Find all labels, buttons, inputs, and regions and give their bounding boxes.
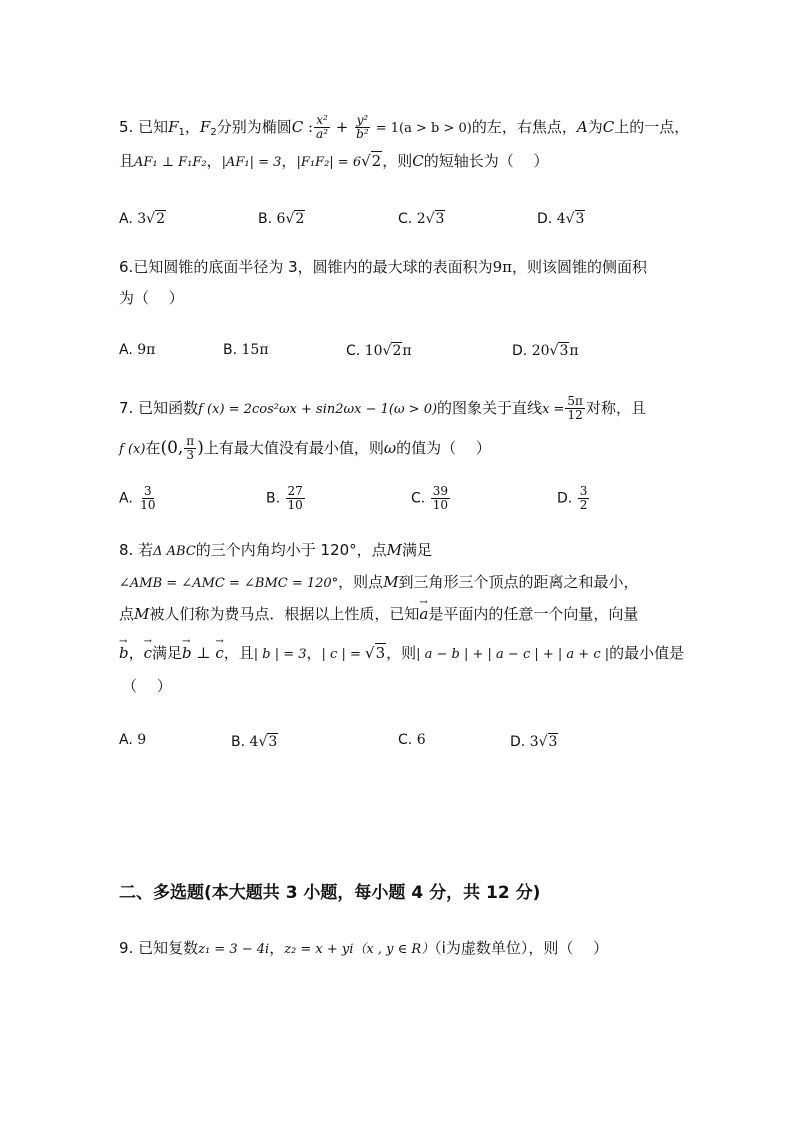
q6-number: 6. <box>119 258 134 276</box>
text: 为（ ） <box>119 289 184 307</box>
vector-b: → b <box>119 642 129 664</box>
text: 满足 <box>402 541 433 559</box>
option-label: A. <box>119 732 133 748</box>
option-label: B. <box>231 734 246 750</box>
math-area: 9π <box>492 258 513 276</box>
math-norm-c: | c | = <box>321 647 365 662</box>
radicand: 3 <box>375 644 386 662</box>
option-label: A. <box>119 211 133 227</box>
option-label: B. <box>258 211 273 227</box>
numerator: 5π <box>567 394 583 408</box>
radicand: 2 <box>371 152 382 170</box>
math-norm-b: | b | = 3 <box>253 647 307 662</box>
numerator: 39 <box>432 484 448 498</box>
text: （i为虚数单位），则（ ） <box>434 939 609 957</box>
text: 被人们称为费马点．根据以上性质，已知 <box>149 605 420 623</box>
vector-b: → b <box>182 642 192 664</box>
text: 的短轴长为（ ） <box>423 152 549 170</box>
text: 若 <box>138 541 154 559</box>
q6-line2 <box>119 287 184 309</box>
q6-option-c[interactable] <box>346 340 412 362</box>
math-function: f (x) = 2cos²ωx + sin2ωx − 1(ω > 0) <box>198 402 438 417</box>
radicand: 3 <box>435 211 445 227</box>
math-z2: z₂ = x + yi <box>284 942 354 957</box>
text: ，则点 <box>338 573 384 591</box>
q7-line2 <box>119 435 491 462</box>
text: 已知 <box>138 118 169 136</box>
option-label: C. <box>398 211 413 227</box>
q5-line1 <box>119 114 689 144</box>
option-fraction <box>578 485 590 512</box>
text: 已知函数 <box>138 399 199 417</box>
text: 上的一点， <box>614 118 690 136</box>
coef: 4 <box>249 734 259 750</box>
coef: 10 <box>364 343 383 359</box>
q8-line2 <box>119 571 639 595</box>
numerator: π <box>186 434 195 448</box>
sqrt: √3 <box>549 343 569 359</box>
option-label: D. <box>510 734 526 750</box>
denominator: 10 <box>140 498 156 512</box>
radicand: 3 <box>548 734 558 750</box>
fraction-x2-a2 <box>314 114 330 141</box>
numerator: x² <box>316 113 328 127</box>
q5-option-a[interactable] <box>119 208 166 230</box>
math-C: C <box>291 118 304 136</box>
denominator: 12 <box>567 408 583 422</box>
q7-option-b[interactable] <box>266 485 306 512</box>
option-label: C. <box>411 490 426 507</box>
text: 的左，右焦点， <box>471 118 577 136</box>
math-M: M <box>383 573 399 591</box>
q6-option-d[interactable] <box>512 340 579 362</box>
interval-close: ) <box>197 438 204 458</box>
subscript: 2 <box>210 127 217 138</box>
text: （ ） <box>122 677 172 695</box>
option-value: 9π <box>137 342 156 358</box>
math-M: M <box>386 541 403 559</box>
option-value: 6 <box>416 732 426 748</box>
q9-line1 <box>119 937 608 961</box>
q7-option-a[interactable] <box>119 485 159 512</box>
sqrt: √3 <box>425 211 445 227</box>
option-label: C. <box>346 343 361 359</box>
text: 点 <box>119 605 135 623</box>
numerator: y² <box>356 113 369 127</box>
text: 已知复数 <box>138 939 199 957</box>
text: ，则 <box>382 152 413 170</box>
coef: 2 <box>416 211 426 227</box>
q6-option-a[interactable] <box>119 339 155 361</box>
numerator: 27 <box>287 484 303 498</box>
fraction-5pi-12 <box>565 395 585 422</box>
q8-line4 <box>119 642 684 666</box>
radicand: 3 <box>575 211 585 227</box>
text: 的三个内角均小于 120°，点 <box>195 541 387 559</box>
section-heading: 二、多选题(本大题共 3 小题，每小题 4 分，共 12 分) <box>119 883 541 903</box>
option-label: A. <box>119 342 133 358</box>
interval-open: (0, <box>160 438 184 458</box>
option-label: B. <box>223 342 238 358</box>
math-z1: z₁ = 3 − 4i <box>198 942 270 957</box>
sqrt: √3 <box>365 644 386 662</box>
text: 到三角形三个顶点的距离之和最小， <box>398 573 639 591</box>
q7-line1 <box>119 395 646 422</box>
radicand: 2 <box>392 343 402 359</box>
math-x-eq: x = <box>542 402 565 417</box>
q5-option-d[interactable] <box>537 208 585 230</box>
radicand: 3 <box>268 734 278 750</box>
text: 的最小值是 <box>609 644 685 662</box>
coef: 20 <box>531 343 550 359</box>
pi: π <box>569 343 579 359</box>
math-C: C <box>602 118 615 136</box>
text: 满足 <box>152 644 183 662</box>
text: 对称，且 <box>585 399 646 417</box>
option-fraction <box>286 485 305 512</box>
denominator: 2 <box>579 498 588 512</box>
option-label: C. <box>398 732 413 748</box>
fraction-pi-3 <box>184 435 196 462</box>
q8-option-c[interactable] <box>398 729 426 751</box>
math-colon: : <box>303 118 314 136</box>
coef: 4 <box>556 211 566 227</box>
vector-a: → a <box>419 603 428 625</box>
text: ， <box>269 939 285 957</box>
coef: 3 <box>529 734 539 750</box>
sqrt: √2 <box>382 343 402 359</box>
numerator: 3 <box>144 484 152 498</box>
option-value: 15π <box>241 342 269 358</box>
sqrt: √3 <box>258 734 278 750</box>
math-angles: ∠AMB = ∠AMC = ∠BMC = 120° <box>119 576 339 591</box>
radicand: 3 <box>559 343 569 359</box>
q7-number: 7. <box>119 399 134 417</box>
text: 且 <box>119 152 135 170</box>
denominator: b² <box>356 127 369 141</box>
text: 已知圆锥的底面半径为 3，圆锥内的最大球的表面积为 <box>133 258 493 276</box>
q8-number: 8. <box>119 541 134 559</box>
text: 分别为椭圆 <box>216 118 292 136</box>
vector-c: → c <box>215 642 223 664</box>
q7-option-d[interactable] <box>557 485 590 512</box>
q6-line1 <box>119 256 647 278</box>
text: 为 <box>587 118 603 136</box>
text: ， <box>206 152 222 170</box>
coef: 3 <box>137 211 147 227</box>
text: ， <box>306 644 322 662</box>
q8-option-d[interactable] <box>510 731 558 753</box>
text: ， <box>184 118 200 136</box>
denominator: 10 <box>432 498 448 512</box>
q5-number: 5. <box>119 118 134 136</box>
option-label: D. <box>512 343 528 359</box>
text: 的值为（ ） <box>396 439 491 457</box>
text: ， <box>128 644 144 662</box>
sqrt: √2 <box>285 211 305 227</box>
numerator: 3 <box>579 484 588 498</box>
option-label: D. <box>537 211 553 227</box>
text: ， <box>281 152 297 170</box>
text: ，且 <box>223 644 254 662</box>
denominator: 3 <box>186 448 195 462</box>
math-plus: + <box>331 118 354 136</box>
q8-line5 <box>122 675 172 697</box>
q6-option-b[interactable] <box>223 339 269 361</box>
math-omega: ω <box>383 439 397 457</box>
math-perp: AF₁ ⊥ F₁F₂ <box>134 155 207 170</box>
q5-option-c[interactable] <box>398 208 445 230</box>
math-F1: F <box>168 118 179 136</box>
fraction-y2-b2 <box>354 114 371 141</box>
math-M: M <box>134 605 150 623</box>
sqrt: √3 <box>565 211 585 227</box>
q8-option-b[interactable] <box>231 731 278 753</box>
radicand: 2 <box>156 211 165 227</box>
q8-line3 <box>119 603 638 625</box>
math-triangle: Δ ABC <box>153 544 196 559</box>
math-fx: f (x) <box>119 442 146 457</box>
subscript: 1 <box>178 127 185 138</box>
math-C: C <box>412 152 424 170</box>
option-label: B. <box>266 490 281 507</box>
math-condition: （x , y ∈ R） <box>353 942 435 957</box>
sqrt: √2 <box>146 211 165 227</box>
option-fraction <box>431 485 450 512</box>
denominator: 10 <box>287 498 303 512</box>
text: 上有最大值没有最小值，则 <box>203 439 384 457</box>
q5-option-b[interactable] <box>258 208 305 230</box>
math-A: A <box>576 118 588 136</box>
text: ，则 <box>386 644 417 662</box>
math-equation: = 1(a > b > 0) <box>371 121 472 136</box>
math-af1: |AF₁| = 3 <box>221 155 282 170</box>
coef: 6 <box>276 211 286 227</box>
q9-number: 9. <box>119 939 134 957</box>
option-label: A. <box>119 490 133 507</box>
sqrt: √3 <box>538 734 558 750</box>
math-F2: F <box>199 118 211 136</box>
option-value: 9 <box>137 732 147 748</box>
option-fraction <box>138 485 157 512</box>
pi: π <box>402 343 412 359</box>
q7-option-c[interactable] <box>411 485 451 512</box>
q8-option-a[interactable] <box>119 729 146 751</box>
math-expression: | a − b | + | a − c | + | a + c | <box>416 647 610 662</box>
radicand: 2 <box>295 211 305 227</box>
text: 的图象关于直线 <box>437 399 543 417</box>
vector-c: → c <box>144 642 152 664</box>
q5-line2 <box>119 150 548 174</box>
sqrt: √2 <box>361 152 382 170</box>
perp-symbol: ⊥ <box>191 644 216 662</box>
text: ，则该圆锥的侧面积 <box>512 258 648 276</box>
text: 是平面内的任意一个向量，向量 <box>428 605 639 623</box>
denominator: a² <box>316 127 329 141</box>
option-label: D. <box>557 490 573 507</box>
math-f1f2: |F₁F₂| = 6 <box>296 155 362 170</box>
q8-line1 <box>119 539 432 563</box>
text: 在 <box>145 439 161 457</box>
